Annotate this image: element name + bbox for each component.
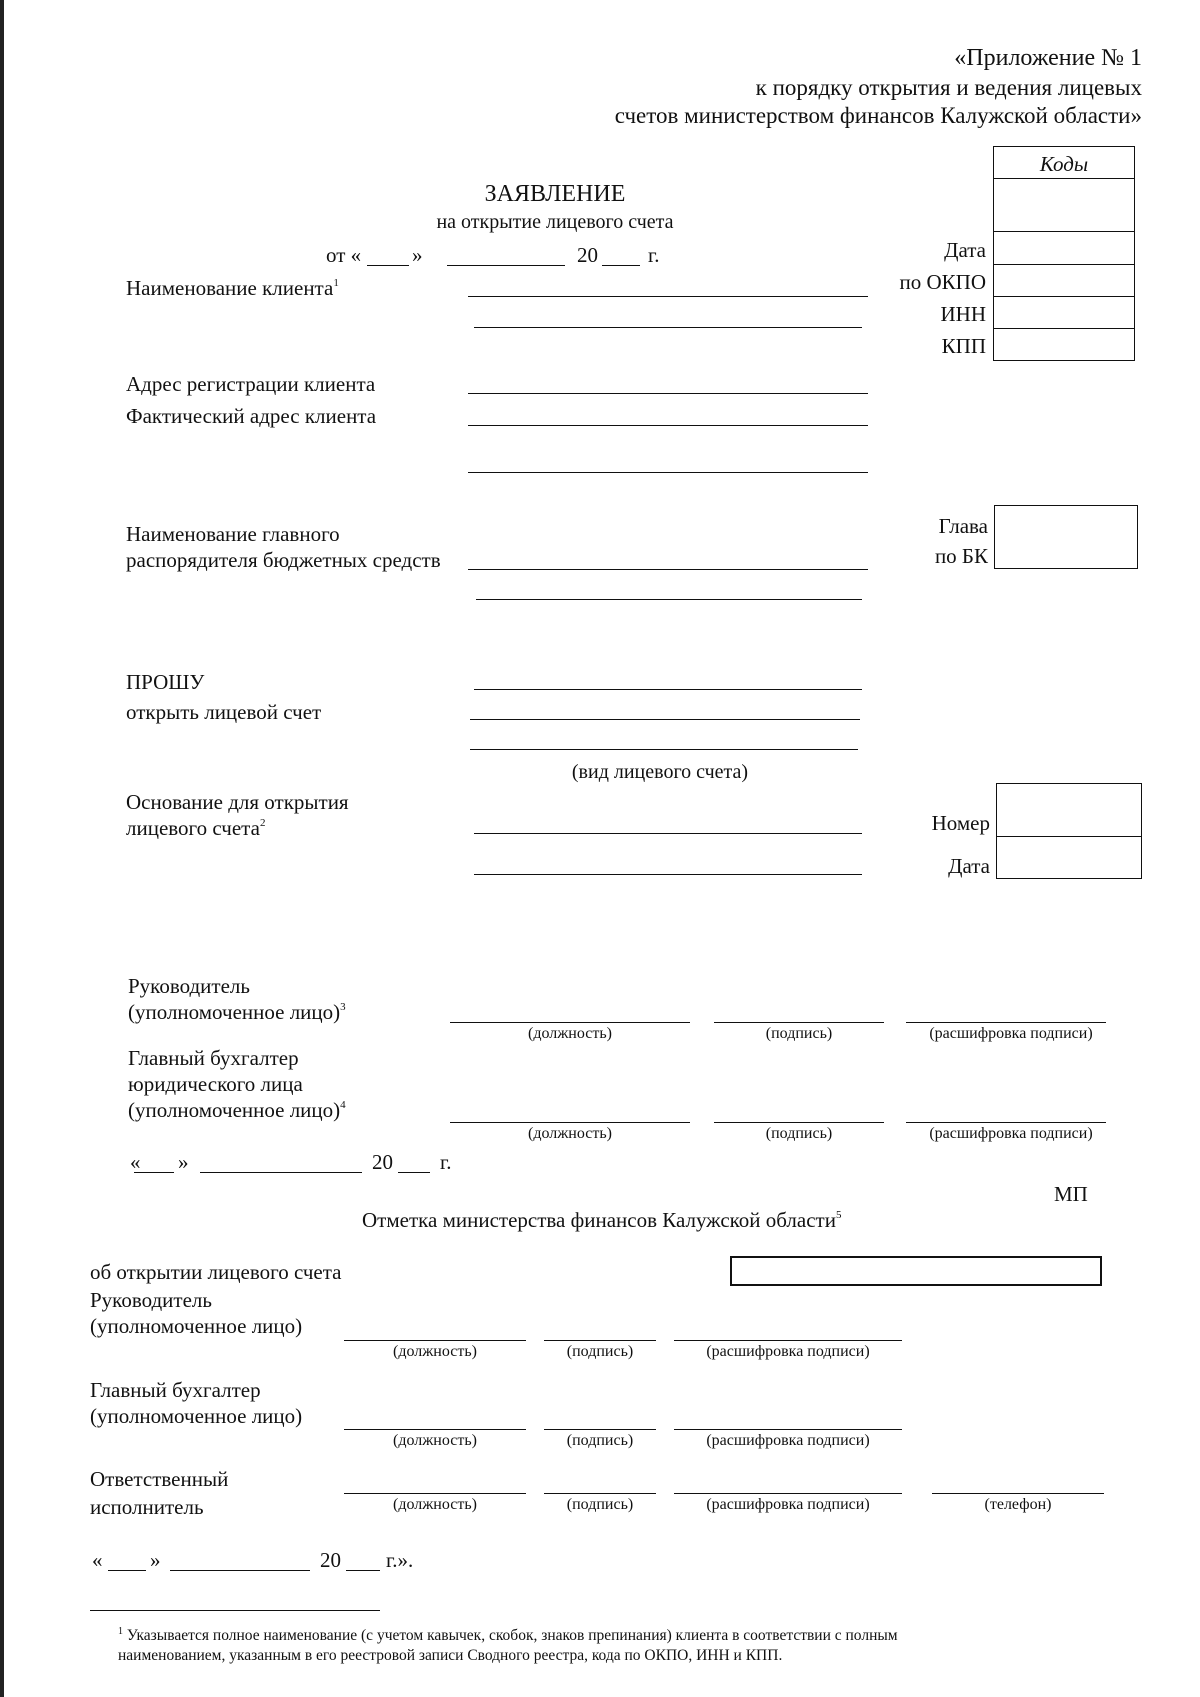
basis-box — [996, 783, 1142, 879]
accountant-signature-line[interactable] — [714, 1122, 884, 1123]
reg-address-line[interactable] — [468, 393, 868, 394]
ministry-head-position-caption: (должность) — [393, 1343, 477, 1360]
ministry-executor-phone-line[interactable] — [932, 1493, 1104, 1494]
accountant-label-2: юридического лица — [128, 1072, 303, 1096]
account-number-box[interactable] — [730, 1256, 1102, 1286]
ministry-accountant-position-caption: (должность) — [393, 1432, 477, 1449]
codes-label-date: Дата — [944, 238, 986, 262]
basis-number-label: Номер — [931, 811, 990, 835]
fact-address-line-2[interactable] — [468, 472, 868, 473]
accountant-label-1: Главный бухгалтер — [128, 1046, 299, 1070]
ministry-accountant-label-1: Главный бухгалтер — [90, 1378, 261, 1402]
request-line-1[interactable] — [474, 689, 862, 690]
scan-edge — [0, 0, 4, 1697]
glava-bk-box[interactable] — [994, 505, 1138, 569]
ministry-opened-label: об открытии лицевого счета — [90, 1260, 342, 1284]
appendix-line-2: к порядку открытия и ведения лицевых — [755, 75, 1142, 100]
footnote-line-1: $^1$ Указывается полное наименование (с учетом кавычек, скобок, знаков препинания) клиента в соответствии с полным — [118, 1626, 898, 1644]
ministry-accountant-signature-caption: (подпись) — [566, 1432, 634, 1449]
codes-label-okpo: по ОКПО — [899, 270, 986, 294]
ministry-accountant-label-2: (уполномоченное лицо) — [90, 1404, 303, 1428]
head-label-2: (уполномоченное лицо)$^3$ — [128, 1000, 346, 1024]
footnote-line-2: наименованием, указанным в его реестровой записи Сводного реестра, кода по ОКПО, ИНН и КПП. — [118, 1647, 783, 1664]
client-name-line-2[interactable] — [474, 327, 862, 328]
glava-label-1: Глава — [938, 514, 988, 538]
accountant-signature-caption: (подпись) — [765, 1125, 833, 1142]
ministry-executor-decoding-caption: (расшифровка подписи) — [706, 1496, 870, 1513]
main-manager-line-2[interactable] — [476, 599, 862, 600]
date-day-line[interactable] — [367, 265, 409, 266]
ministry-accountant-signature-line[interactable] — [544, 1429, 656, 1430]
main-manager-label-1: Наименование главного — [126, 522, 340, 546]
appendix-line-1: «Приложение № 1 — [954, 45, 1142, 71]
basis-label-1: Основание для открытия — [126, 790, 349, 814]
ministry-executor-position-line[interactable] — [344, 1493, 526, 1494]
head-signature-line[interactable] — [714, 1022, 884, 1023]
accountant-label-3: (уполномоченное лицо)$^4$ — [128, 1098, 346, 1122]
ministry-executor-signature-line[interactable] — [544, 1493, 656, 1494]
head-signature-caption: (подпись) — [765, 1025, 833, 1042]
request-line-3[interactable] — [470, 749, 858, 750]
page-title: ЗАЯВЛЕНИЕ — [484, 181, 626, 207]
accountant-decoding-caption: (расшифровка подписи) — [929, 1125, 1093, 1142]
codes-label-inn: ИНН — [940, 302, 986, 326]
basis-line-2[interactable] — [474, 874, 862, 875]
basis-date-label: Дата — [948, 854, 990, 878]
basis-label-2: лицевого счета$^2$ — [126, 816, 266, 840]
request-line-2[interactable] — [470, 719, 860, 720]
ministry-accountant-decoding-caption: (расшифровка подписи) — [706, 1432, 870, 1449]
ministry-head-decoding-caption: (расшифровка подписи) — [706, 1343, 870, 1360]
appendix-line-3: счетов министерством финансов Калужской области» — [614, 103, 1142, 128]
ministry-executor-decoding-line[interactable] — [674, 1493, 902, 1494]
main-manager-label-2: распорядителя бюджетных средств — [126, 548, 441, 572]
ministry-head-label-1: Руководитель — [90, 1288, 212, 1312]
ministry-year-line[interactable] — [346, 1570, 380, 1571]
ministry-month-line[interactable] — [170, 1570, 310, 1571]
ministry-mark-title: Отметка министерства финансов Калужской области$^5$ — [362, 1208, 842, 1232]
codes-label-kpp: КПП — [941, 334, 986, 358]
head-decoding-caption: (расшифровка подписи) — [929, 1025, 1093, 1042]
ministry-executor-label-2: исполнитель — [90, 1495, 204, 1519]
ministry-head-signature-line[interactable] — [544, 1340, 656, 1341]
accountant-position-caption: (должность) — [528, 1125, 612, 1142]
date-year-line[interactable] — [602, 265, 640, 266]
ministry-head-signature-caption: (подпись) — [566, 1343, 634, 1360]
accountant-position-line[interactable] — [450, 1122, 690, 1123]
reg-address-label: Адрес регистрации клиента — [126, 372, 376, 396]
main-manager-line-1[interactable] — [468, 569, 868, 570]
codes-header: Коды — [1039, 152, 1089, 176]
document-page: «Приложение № 1 к порядку открытия и ведения лицевых счетов министерством финансов Калужской области» Коды Дата по ОКПО ИНН КПП ЗАЯВЛЕНИЕ на открытие лицевого счета от « » 20 г. Наименование клиента$^1$ Адрес регистрации клиента Фактический адрес клиента Наименование главного распорядителя бюджетных средств Глава по БК ПРОШУ открыть лицевой счет (вид лицевого счета) Основание для открытия лицевого счета$^2$ Номер Дата Руководитель (уполномоченное лицо)$^3$ (должность) (подпись) (расшифровка подписи) Главный бухгалтер юридического лица (уполномоченное лицо)$^4$ (должность) (подпись) (расшифровка подписи) « » 20 г. МП Отметка министерства финансов Калужской области$^5$ об открытии лицевого счета Руководитель (уполномоченное лицо) (должность) (подпись) (расшифровка подписи) Главный бухгалтер (уполномоченное лицо) (должность) (подпись) (расшифровка подписи) Ответственный исполнитель (должность) (подпись) (расшифровка подписи) (телефон) « » 20 г.». $^1$ Указывается полное наименование (с учетом кавычек, скобок, знаков препинания) клиента в соответствии с полным наименованием, указанным в его реестровой записи Сводного реестра, кода по ОКПО, ИНН и КПП. — [0, 0, 1200, 1697]
accountant-decoding-line[interactable] — [906, 1122, 1106, 1123]
ministry-head-label-2: (уполномоченное лицо) — [90, 1314, 303, 1338]
ministry-accountant-decoding-line[interactable] — [674, 1429, 902, 1430]
basis-line-1[interactable] — [474, 833, 862, 834]
glava-label-2: по БК — [934, 544, 988, 568]
head-label-1: Руководитель — [128, 974, 250, 998]
date-month-line[interactable] — [447, 265, 565, 266]
head-position-line[interactable] — [450, 1022, 690, 1023]
footnote-separator — [90, 1610, 380, 1611]
ministry-head-decoding-line[interactable] — [674, 1340, 902, 1341]
signature-month-line[interactable] — [200, 1172, 362, 1173]
stamp-place-label: МП — [1054, 1182, 1088, 1206]
head-decoding-line[interactable] — [906, 1022, 1106, 1023]
ministry-day-line[interactable] — [108, 1570, 146, 1571]
head-position-caption: (должность) — [528, 1025, 612, 1042]
ministry-executor-phone-caption: (телефон) — [984, 1496, 1052, 1513]
request-label-2: открыть лицевой счет — [126, 700, 322, 724]
ministry-head-position-line[interactable] — [344, 1340, 526, 1341]
request-label-1: ПРОШУ — [126, 670, 205, 694]
page-subtitle: на открытие лицевого счета — [436, 211, 674, 233]
ministry-accountant-position-line[interactable] — [344, 1429, 526, 1430]
account-type-caption: (вид лицевого счета) — [571, 761, 749, 783]
signature-day-line[interactable] — [134, 1172, 174, 1173]
signature-year-line[interactable] — [398, 1172, 430, 1173]
client-name-line-1[interactable] — [468, 296, 868, 297]
client-name-label: Наименование клиента$^1$ — [126, 276, 339, 300]
fact-address-line-1[interactable] — [468, 425, 868, 426]
ministry-executor-signature-caption: (подпись) — [566, 1496, 634, 1513]
ministry-executor-position-caption: (должность) — [393, 1496, 477, 1513]
fact-address-label: Фактический адрес клиента — [126, 404, 377, 428]
ministry-executor-label-1: Ответственный — [90, 1467, 229, 1491]
date-from-label: от « — [326, 243, 362, 267]
